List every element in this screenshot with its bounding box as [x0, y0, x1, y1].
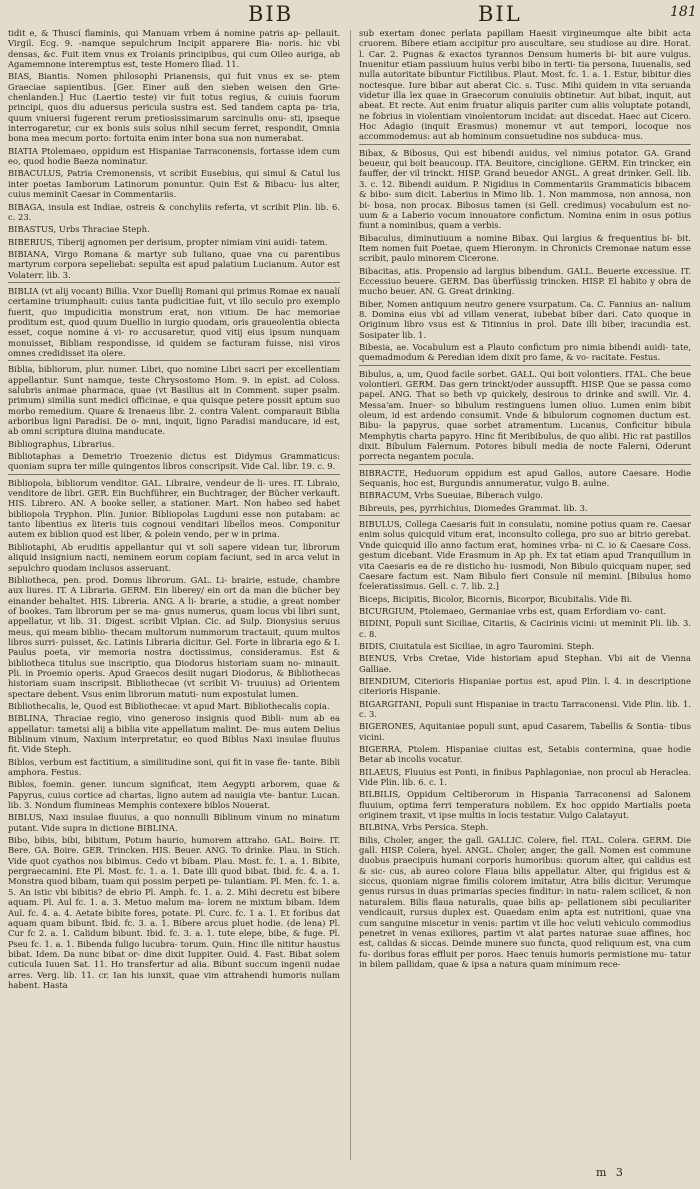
- dictionary-entry: Bibliotaphi, Ab eruditis appellantur qui vt soli sapere videan tur, librorum aliquid insignium nacti, neminem eorum copiam faciunt, sed in arca velut in sepulchro quodam inclusos asseruant.: [8, 541, 340, 573]
- dictionary-entry: Bibliotheca, pen. prod. Domus librorum. GAL. Li- brairie, estude, chambre aux liures. IT. A Libraria. GERM. Ein liberey/ ein ort da man die bücher bey einander behaltet. HIS. Libreria. ANG. A li- brarie, a studie, a great nomber of bookes. Tam librorum per se ma- gnus numerus, quam locus vbi libri sunt, appellatur, vt lib. 31. Digest. scribit Vlpian. Cic. ad Sulp. Dionysius seruus meus, qui meam biblio- thecam multorum nummorum tractauit, quum multos libros surri- puisset, &c. Latinis Libraria dicitur. Gel. Forte in libraria ego & I. Paulus poeta, vir memoria nostra doctissimus, consideramus. Est & bibliotheca titulus sue inscriptio, qua Diodorus historiam suam no- minauit. Pli. in Proemio operis. Apud Graecos desiit nugari Diodorus, & Bibliothecas historiam suam inscripsit. Bibliothecae (vt scribit Vi- truuius) ad Orientem spectare debent. Vsus enim librorum matuti- num expostulat lumen.: [8, 574, 340, 699]
- dictionary-entry: BILAEUS, Fluuius est Ponti, in finibus Paphlagoniae, non procul ab Heraclea. Vide Plin. lib. 6. c. 1.: [359, 766, 691, 788]
- dictionary-entry: Bilis, Choler, anger, the gall. GALLIC. Colere, fiel. ITAL. Colera. GERM. Die gall. HISP. Colera, hyel. ANGL. Choler, anger, the gall. Nomen est commune duobus praecipuis humani corporis humoribus: quorum alter, qui calidus est & sic- cus, ab aureo colore Flaua bilis appellatur. Alter, qui frigidus est & siccus, quoniam nigrae fimilis colorem imitatur, Atra bilis dicitur. Verumque genus rursus in duas primarias species finditur: in natu- ralem scilicet, & non naturalem. Bilis flaua naturalis, quae bilis ap- pellationem sibi peculiariter vendicauit, rursus duplex est. Quaedam enim apta est nutritioni, quae vna cum sanguine miscetur in venis: partim vt ille hoc veluti vehiculo commodius penetret in venas exiliores, partim vt alat partes naturae suae affines, hoc est, calidas & siccas. Deinde munere suo functa, quod reliquum est, vna cum fu- doribus foras effluit per poros. Haec tenuis humoris permistione mu- tatur in bilem pallidam, quae & ipsa a natura quam minimum rece-: [359, 834, 691, 969]
- dictionary-entry: Bibesia, ae. Vocabulum est a Plauto confictum pro nimia bibendi auidi- tate, quemadmodum & Peredian idem dixit pro fame, & vo- racitate. Festus.: [359, 341, 691, 363]
- dictionary-entry: Bibaculus, diminutiuum a nomine Bibax. Qui largius & frequentius bi- bit. Item nomen fuit Poetae, quem Hieronym. in Chronicis Cremonae natum esse scribit, paulo minorem Cicerone.: [359, 232, 691, 264]
- header-right-guideword: BIL: [478, 2, 522, 26]
- dictionary-entry: Bibliographus, Librarius.: [8, 438, 115, 449]
- dictionary-entry: Bibliopola, bibliorum venditor. GAL. Libraire, vendeur de li- ures. IT. Libraio, venditore de libri. GER. Ein Buchführer, ein Buchtrager, der Bücher verkauft. HIS. Librero. AN. A booke seller, a stationer. Mart. Non habeo sed habet bibliopola Tryphon. Plin. Junior. Bibliopolas Lugduni esse non putabam: ac tanto libentius ex literis tuis cognoui venditari libellos meos. Componitur autem ex biblion quod est liber, & polein vendo, per w in prima.: [8, 477, 340, 540]
- entry-divider: [359, 144, 691, 145]
- dictionary-entry: Bibo, bibis, bibi, bibitum, Potum haurio, humorem attraho. GAL. Boire. IT. Bere. GA. Boire. GER. Trincken. HIS. Beuer. ANG. To drinke. Plau. in Stich. Vide quot cyathos nos bibimus. Cedo vt bibam. Plau. Most. fc. 1. a. 1. Bibite, pergraecamini. Ete Pl. Most. fc. 1. a. 1. Date illi quod bibat. Ibid. fc. 4. a. 1. Monstra quod bibam, tuam qui possim perpeti pe- tulantiam. Pl. Men. fc. 1. a. 5. An istic vbi bibitis? de ebrio Pl. Amph. fc. 1. a. 2. Mihi decretu est bibere aquam. Pl. Aul fc. 1. a. 3. Metuo malum ma- lorem ne mixtum bibam. Idem Aul. fc. 4. a. 4. Aetate bibite fores, potate. Pl. Curc. fc. 1 a. 1. Et foribus dat aquam quam bibunt. Ibid. fc. 3. a. 1. Bibere arcus pluet hodie. (de lena) Pl. Cur fc 2. a. 1. Calidum bibunt. Ibid. fc. 3. a. 1. tute elepe, bibe, & fuge. Pl. Pseu fc. 1. a. 1. Bibenda fuligo lucubra- torum. Quin. Hinc ille nititur haustus bibat. Idem. Da nunc bibat or- dine dixit Iuppiter. Ouid. 4. Fast. Bibat solem cuticula Iuuen Sat. 11. Ho transfertur ad alia. Bibunt succum ingenii nudae arres. Verg. lib. 11. cr. Ian his iunxit, quae vim attrahendi humoris nullam habent. Hasta: [8, 835, 340, 990]
- dictionary-entry: Biblia, bibliorum, plur. numer. Libri, quo nomine Libri sacri per excellentiam appellantur. Sunt namque, teste Chrysostomo Hom. 9. in epist. ad Coloss. salubris animae pharmaca, quae (vt Basilius ait in Comment. super psalm. primum) similia sunt medici officinae, e qua quisque petere possit aptum suo morbo remedium. Quare & Irenaeus libr. 2. contra Valent. comparauit Biblia arboribus ligni Paradisi. De o- mni, inquit, ligno Paradisi manducare, id est, ab omni scriptura diuina manducate.: [8, 364, 340, 437]
- dictionary-entry: BIGERRA, Ptolem. Hispaniae ciuitas est, Setabis contermina, quae hodie Betar ab incolis vocatur.: [359, 744, 691, 765]
- dictionary-entry: Biblos, verbum est factitium, a similitudine soni, qui fit in vase fle- tante. Bibli amphora. Festus.: [8, 756, 340, 778]
- dictionary-entry: Biber, Nomen antiquum neutro genere vsurpatum. Ca. C. Fannius an- nalium 8. Domina eius vbi ad villam venerat, iubebat biber dari. Cato quoque in Originum libro vsus est & Titinnius in prol. Date illi biber, iracundia est. Sosipater lib. 1.: [359, 298, 691, 340]
- entry-divider: [8, 282, 340, 283]
- dictionary-entry: BIBRACUM, Vrbs Sueuiae, Biberach vulgo.: [359, 490, 543, 501]
- dictionary-entry: BIGERONES, Aquitaniae populi sunt, apud Casarem, Tabellis & Sontia- tibus vicini.: [359, 721, 691, 742]
- dictionary-entry: Bibreuis, pes, pyrrhichius, Diomedes Grammat. lib. 3.: [359, 502, 588, 513]
- column-divider: [350, 30, 351, 1160]
- dictionary-entry: tidit e, & Thuscí flaminis, qui Manuam vrbem á nomine patris ap- pellauit. Virgil. Ecg. 9. -namque sepulchrum Incipit apparere Bia- noris. hic vbi densas, &c. Fuit item vnus ex Troianis principibus, qui cum Oileo auriga, ab Agamemnone interemptus est, teste Homero Iliad. 11.: [8, 28, 340, 70]
- dictionary-entry: BILBINA, Vrbs Persica. Steph.: [359, 822, 489, 833]
- entry-divider: [8, 360, 340, 361]
- dictionary-entry: BIBAGA, insula est Indiae, ostreis & conchyliis referta, vt scribit Plin. lib. 6. c. 23.: [8, 201, 340, 222]
- dictionary-entry: BIBACULUS, Patria Cremonensis, vt scribit Eusebius, qui simul & Catul lus inter poetas Iamborum Latinorum ponuntur. Quin Est & Bibacu- lus alter, cuius meminit Caesar in Commentariis.: [8, 168, 340, 200]
- dictionary-entry: BIDIS, Ciuitatula est Siciliae, in agro Tauromini. Steph.: [359, 640, 595, 651]
- left-column: [8, 28, 340, 1164]
- dictionary-entry: BIBRACTE, Heduorum oppidum est apud Gallos, autore Caesare. Hodie Sequanis, hoc est, Burgundis annumeratur, vulgo B. aulne.: [359, 467, 691, 489]
- entry-divider: [359, 365, 691, 366]
- dictionary-entry: BIBERIUS, Tiberij agnomen per derisum, propter nimiam vini auidi- tatem.: [8, 236, 328, 247]
- dictionary-entry: BICURGIUM, Ptolemaeo, Germaniae vrbs est, quam Erfordiam vo- cant.: [359, 605, 667, 616]
- dictionary-entry: BIENUS, Vrbs Cretae, Vide historiam apud Stephan. Vbi ait de Vienna Galliae.: [359, 653, 691, 674]
- dictionary-entry: Bibacitas, atis. Propensio ad largius bibendum. GALL. Beuerie excessiue. IT. Eccessiuo beuere. GERM. Das überfüssig trincken. HISP. El habito y obra de mucho beuer. AN. G. Great drinking.: [359, 265, 691, 297]
- dictionary-entry: BIENDIUM, Citerioris Hispaniae portus est, apud Plin. l. 4. in descriptione citerioris Hispanie.: [359, 675, 691, 697]
- entry-divider: [8, 474, 340, 475]
- right-column: [359, 28, 691, 1164]
- dictionary-entry: BIBIANA, Virgo Romana & martyr sub Iuliano, quae vna cu parentibus martyrum corpora sepeliebat: sepulta est apud palatium Lucianum. Autor est Volaterr. lib. 3.: [8, 248, 340, 280]
- dictionary-entry: BIAS, Biantis. Nomen philosophi Prianensis, qui fuit vnus ex se- ptem Graeciae sapientibus. [Ger. Einer auß den sieben weisen den Grie- chenlanden.] Huc (Laertio teste) vir fuit totus regius, & cuiuis fuorum principi, quos diu aduersus pericula sustra est. Sed tandem capta pa- tria, quum vniuersi fugerent rerum pretiosissimarum sarcinulis onu- sti, ipseque interrogaretur, cur ex bonis suis solus nihil secum ferret, respondit, Omnia bona mea mecum porto: fortuita enim inter bona sua non numerabat.: [8, 71, 340, 144]
- dictionary-entry: Bibliothecalis, le, Quod est Bibliothecae: vt apud Mart. Bibliothecalis copia.: [8, 700, 330, 711]
- dictionary-entry: BIGARGITANI, Populi sunt Hispaniae in tractu Tarraconensi. Vide Plin. lib. 1. c. 3.: [359, 698, 691, 719]
- entry-divider: [359, 515, 691, 516]
- running-header: [0, 0, 700, 26]
- dictionary-entry: BIBULUS, Collega Caesaris fuit in consulatu, nomine potius quam re. Caesar enim solus quicquid vitum erat, inconsulto collega, pro suo ar bitrio gerebat. Vnde quicquid illo anno factum erat, homines vrba- ni C. io & Caesare Coss. gestum dicebant. Vide Erasmum in Ap ph. Ex tat etiam apud Tranquillum in vita Caesaris ea de re disticho hu- iusmodi, Non Bibulo quicquam nuper, sed Caesare factum est. Nam Bibulo fieri Consule nil memini. [Bibulus homo fceleratissimus. Gell. c. 7. lib. 2.]: [359, 519, 691, 592]
- dictionary-entry: BIDINI, Populi sunt Siciliae, Citariis, & Cacirinis vicini: ut meminit Pli. lib. 3. c. 8.: [359, 618, 691, 639]
- header-left-guideword: BIB: [248, 2, 294, 26]
- dictionary-entry: BIATIA Ptolemaeo, oppidum est Hispaniae Tarraconensis, fortasse idem cum eo, quod hodie Baeza nominatur.: [8, 145, 340, 167]
- dictionary-entry: Bibax, & Bibosus, Qui est bibendi auidus, vel nimius potator. GA. Grand beueur, qui boit beaucoup. ITA. Beuitore, cinciglione. GERM. Ein trincker, ein fauffer, der vil trinckt. HISP. Grand beuedor ANGL. A great drinker. Gell. lib. 3. c. 12. Bibendi auidum. P. Nigidius in Commentariis Grammaticis bibacem & bibo- sum dicit. Laberius in Mimo lib. 1. Non mammosa, non annosa, non bi- bosa, non procax. Bibosus tamen (si Gell. credimus) vocabulum est no- uum & a Laberio vocum innouatore confictum. Nomina enim in osus potius fiunt a nominibus, quam a verbis.: [359, 147, 691, 231]
- dictionary-entry: Biceps, Bicipitis, Bicolor, Bicornis, Bicorpor, Bicubitalis. Vide Bi.: [359, 593, 633, 604]
- dictionary-entry: BIBLINA, Thraciae regio, vino generoso insignis quod Bibli- num ab ea appellatur: tametsi alij a biblia vite appellatum malint. De- mus autem Delius Biblinum vinum, Naxium interpretatur, eo quod Biblus Naxi insulae fluuius fit. Vide Steph.: [8, 713, 340, 755]
- dictionary-entry: BIBLUS, Naxi insulae fluuius, a quo nonnulli Biblinum vinum no minatum putant. Vide supra in dictione BIBLINA.: [8, 812, 340, 833]
- dictionary-entry: BIBLIA (vt alij vocant) Billia. Vxor Duellij Romani qui primus Romae ex naualí certamine triumphauit: cuius tanta pudicitiae fuit, vt illo seculo pro exemplo fuerit, quo impudicitia monstrum erat, non vitium. De hac memoriae proditum est, quod quum Duellio in iurgio quodam, oris graueolentia obiecta esset, coque nomine á vi- ro accusaretur, quod vitij eius ipsum nunquam monuisset, Bibliam respondisse, id quidem se facturam fuisse, nisi viros omnes credidisset ita olere.: [8, 285, 340, 358]
- dictionary-entry: Bibliotaphas a Demetrio Troezenio dictus est Didymus Grammaticus: quoniam supra ter mille quingentos libros conscripsit. Vide Cal. libr. 19. c. 9.: [8, 451, 340, 472]
- dictionary-entry: Biblos, foemin. gener. iuncum significat, item Aegypti arborem, quae & Papyrus, cuius cortice ad chartas, ligno autem ad nauigia vte- bantur. Lucan. lib. 3. Nondum flumineas Memphis contexere biblos Nouerat.: [8, 779, 340, 811]
- signature-mark: m 3: [596, 1166, 626, 1179]
- dictionary-entry: BIBASTUS, Urbs Thraciae Steph.: [8, 224, 150, 235]
- dictionary-entry: sub exertam donec perlata papillam Haesit virgineumque alte bibit acta cruorem. Bibere etiam accipitur pro auscultare, seu studiose au dire. Horat. l. Car. 2. Pugnas & exactos tyrannos Densum humeris bi- bit aure vulgus. Inuenitur etiam passiuum huius verbi bibo in terti- tia persona, Iuuenalis, sed nulla autoritate bibuntur Fictilibus. Plaut. Most. fc. 1. a. 1. Estur, bibitur dies noctesque. Iure bibar aut aberat Cic. s. Tusc. Mihi quidem in vita seruanda videtur illa lex quae in Graecorum conuiuiis obtinetur. Aut bibat, inquit, aut abeat. Et recte. Aut enim fruatur aliquis pariter cum aliis voluptate potandi, ne fobrius in violentiam vinolentorum incidat: aut discedat. Haec aut Cicero. Hoc Adagio (inquit Erasmus) monemur vt aut tempori, locoque nos accommodemus: aut ab hominum consuetudine nos subduca- mus.: [359, 28, 691, 142]
- dictionary-entry: Bibulus, a, um, Quod facile sorbet. GALL. Qui boit volontiers. ITAL. Che beue volontieri. GERM. Das gern trinckt/oder aussupfft. HISP. Que se passa como papel. ANG. That so beth vp quickely, desirous to drinke and swill. Vir. 4. Messa'am. Inuer- so bibulum restinguens lumen oliuo. Lumen enim bibit oleum, id est ardendo consumit. Vnde & bibulorum cognomen ductum est. Bibu- la papyrus, quae sorbet atramentum. Lucanus, Conficitur bibula Memphytis charta papyro. Hinc fit Meribibulus, de quo alibi. Hic rat pastillos dixit. Bibulum Falernum. Potores bibuli media de nocte Falerni, Oderunt porrecta negantem pocula.: [359, 368, 691, 462]
- dictionary-entry: BILBILIS, Oppidum Celtiberorum in Hispania Tarraconensi ad Salonem fluuium, optima ferri temperatura nobilem. Ex hoc oppido Martialis poeta originem traxit, vt ipse multis in locis testatur. Vulgo Calatayut.: [359, 789, 691, 821]
- entry-divider: [359, 464, 691, 465]
- page-number: 181: [670, 4, 697, 20]
